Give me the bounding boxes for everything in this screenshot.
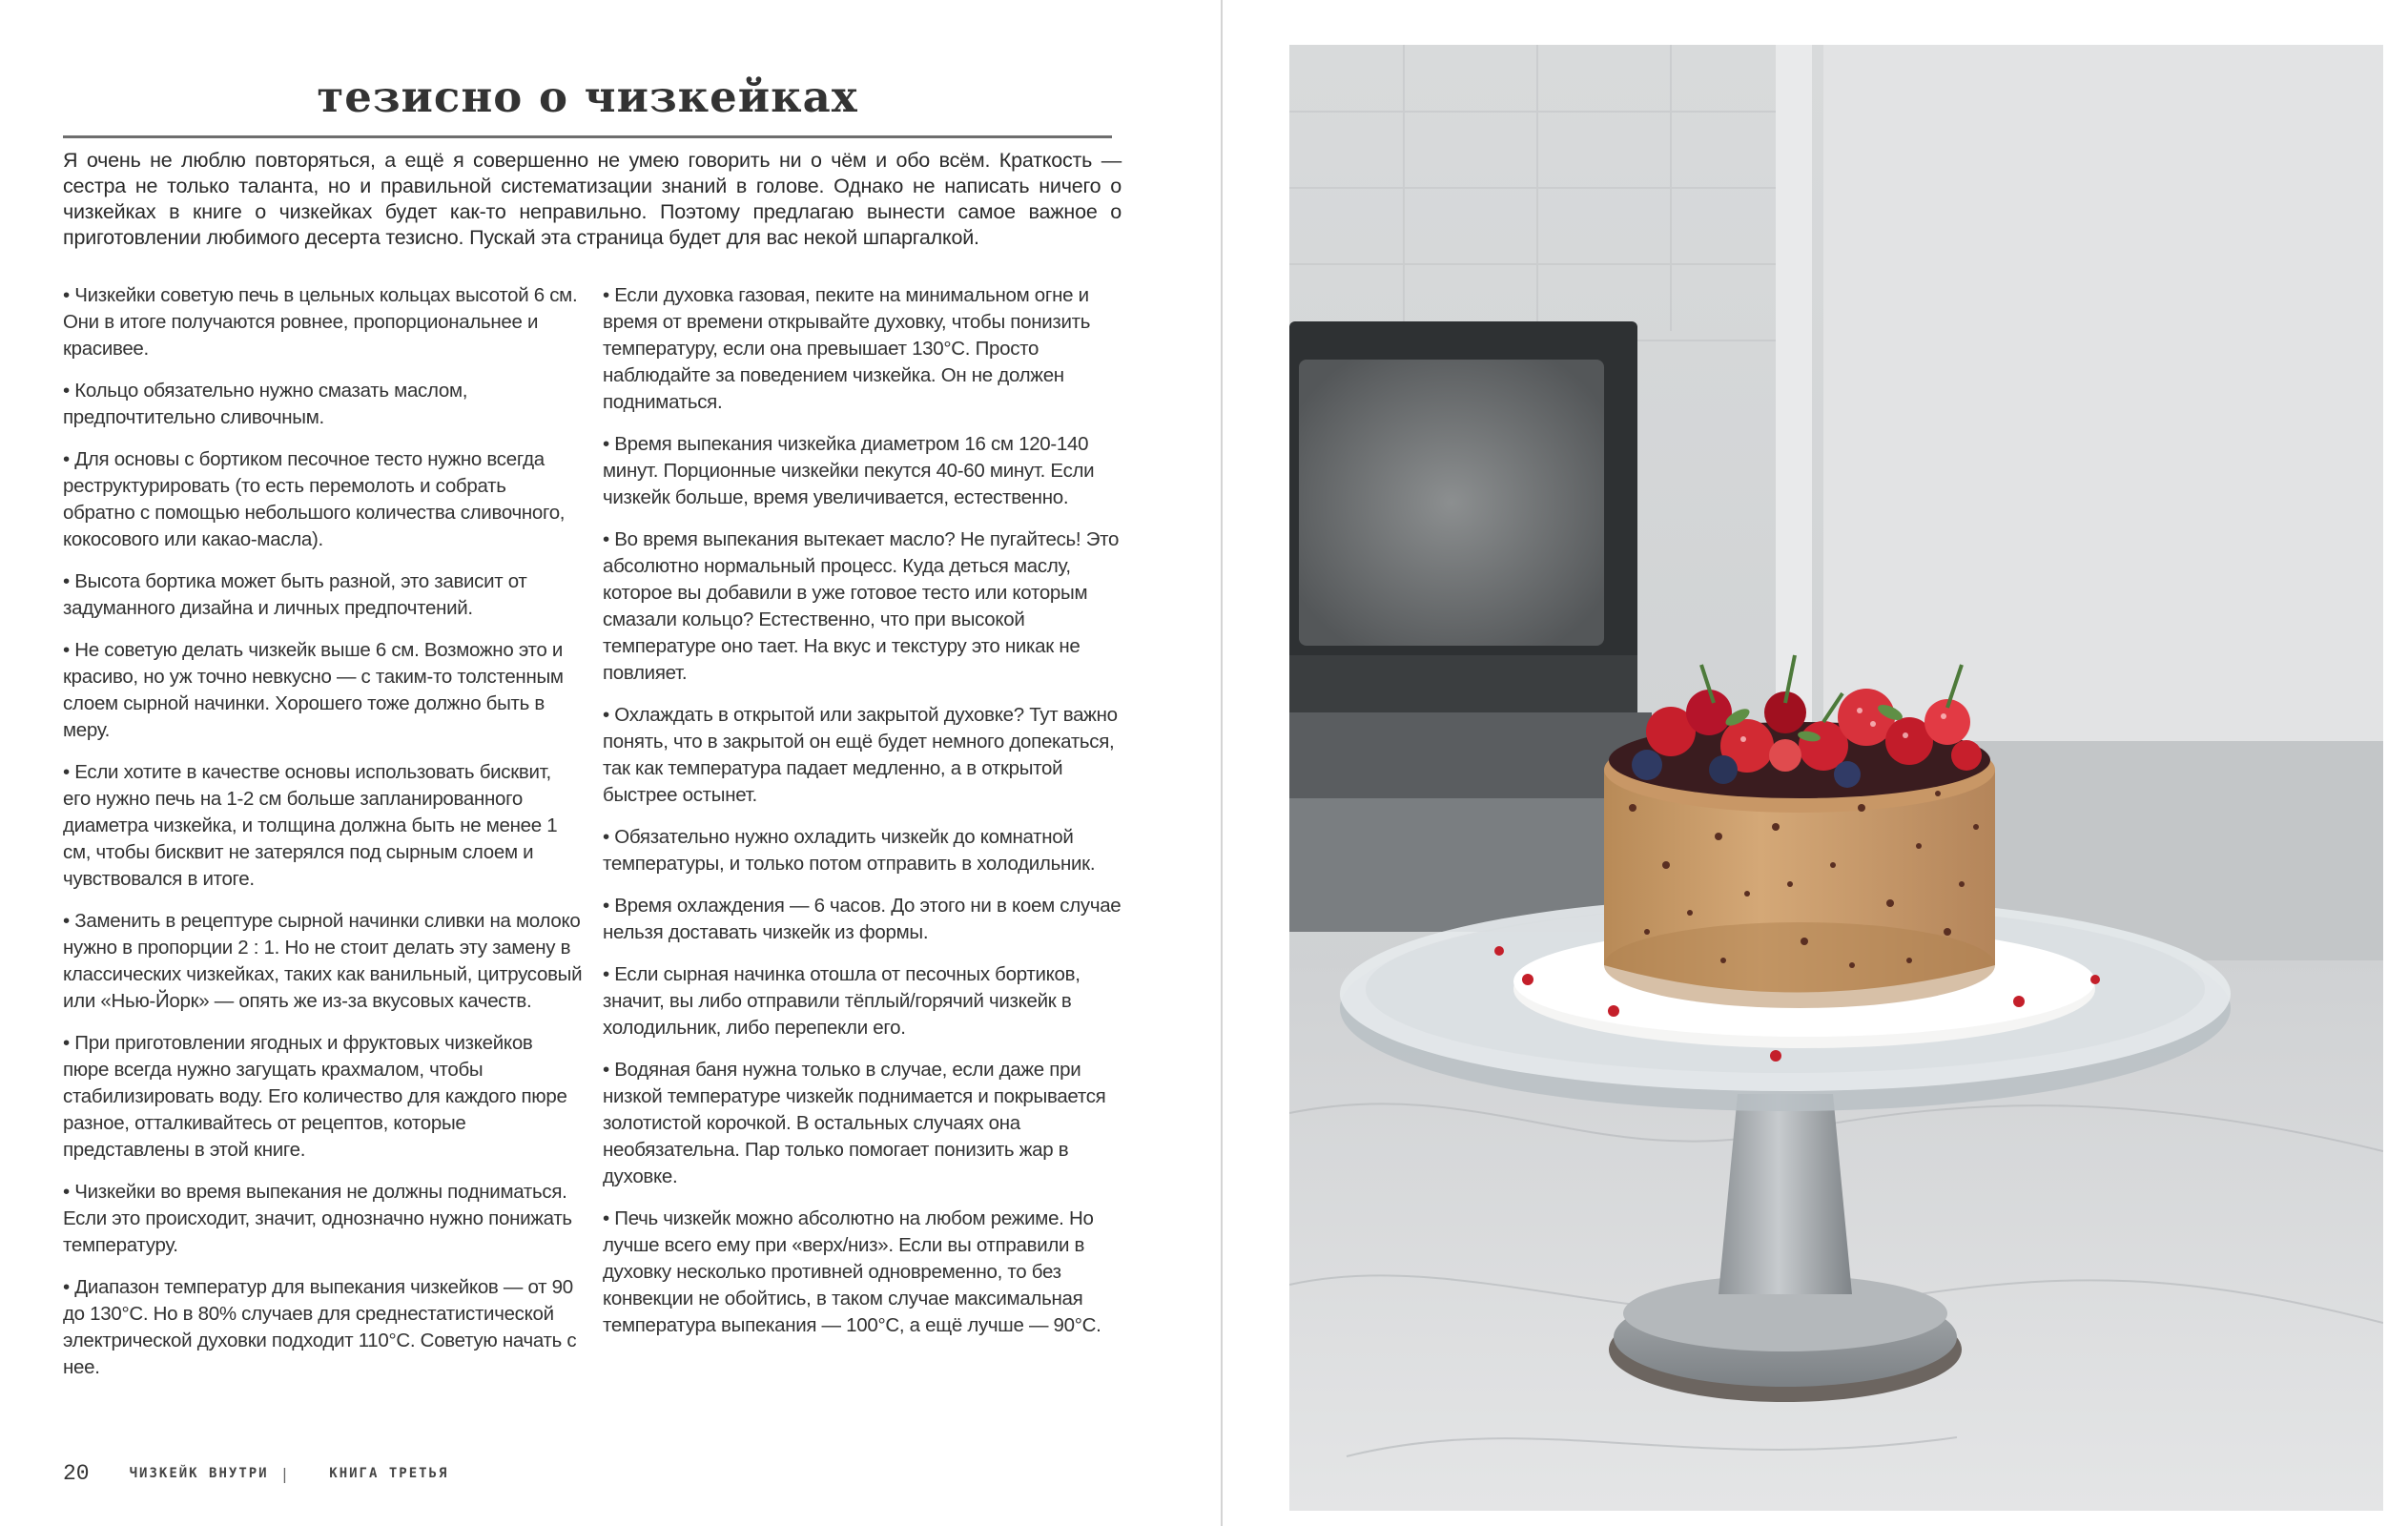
tip-item: • Если сырная начинка отошла от песочных бортиков, значит, вы либо отправили тёплый/горячий чизкейк в холодильник, либо перепекли его. [603, 963, 1081, 1039]
page-title: тезисно о чизкейках [317, 72, 858, 122]
tip-item: • Чизкейки советую печь в цельных кольцах высотой 6 см. Они в итоге получаются ровнее, пропорциональнее и красивее. [63, 284, 578, 360]
right-page [1223, 0, 2408, 1526]
folio-separator: | [279, 1464, 290, 1483]
tip-item: • Водяная баня нужна только в случае, если даже при низкой температуре чизкейк поднимается и покрывается золотистой корочкой. В остальных случаях она необязательна. Пар только помогает понизить жар в духовке. [603, 1059, 1106, 1187]
tip-item: • Время охлаждения — 6 часов. До этого ни в коем случае нельзя доставать чизкейк из формы. [603, 895, 1122, 943]
tip-item: • Если духовка газовая, пеките на минимальном огне и время от времени открывайте духовку, чтобы понизить температуру, если она превышает 130°С. Просто наблюдайте за поведением чизкейка. Он не должен подниматься. [603, 284, 1091, 413]
page-footer [63, 1459, 448, 1488]
tip-item: • Для основы с бортиком песочное тесто нужно всегда реструктурировать (то есть перемолоть и собрать обратно с помощью небольшого количества сливочного, кокосового или какао-масла). [63, 448, 566, 550]
tip-item: • Кольцо обязательно нужно смазать маслом, предпочтительно сливочным. [63, 380, 468, 428]
tip-item: • При приготовлении ягодных и фруктовых чизкейков пюре всегда нужно загущать крахмалом, чтобы стабилизировать воду. Его количество для каждого пюре разное, отталкивайтесь от рецептов, которые представлены в этой книге. [63, 1032, 567, 1161]
book-part: КНИГА ТРЕТЬЯ [329, 1466, 449, 1481]
tip-item: • Время выпекания чизкейка диаметром 16 см 120-140 минут. Порционные чизкейки пекутся 40-60 минут. Если чизкейк больше, время увеличивается, естественно. [603, 433, 1095, 508]
running-title: ЧИЗКЕЙК ВНУТРИ [129, 1466, 269, 1481]
cheesecake-photo [1289, 45, 2383, 1511]
tip-item: • Во время выпекания вытекает масло? Не пугайтесь! Это абсолютно нормальный процесс. Куда деться маслу, которое вы добавили в уже готовое тесто или которым смазали кольцо? Естественно, что при высокой температуре оно тает. На вкус и текстуру это никак не повлияет. [603, 528, 1120, 684]
tip-item: • Охлаждать в открытой или закрытой духовке? Тут важно понять, что в закрытой он ещё будет немного допекаться, так как температура падает медленно, а в открытой быстрее остынет. [603, 704, 1118, 806]
right-column [603, 282, 1122, 1354]
tip-item: • Обязательно нужно охладить чизкейк до комнатной температуры, и только потом отправить в холодильник. [603, 826, 1096, 875]
tip-item: • Не советую делать чизкейк выше 6 см. Возможно это и красиво, но уж точно невкусно — с таким-то толстенным слоем сырной начинки. Хорошего тоже должно быть в меру. [63, 639, 564, 741]
tip-item: • Высота бортика может быть разной, это зависит от задуманного дизайна и личных предпочтений. [63, 570, 527, 619]
tip-item: • Заменить в рецептуре сырной начинки сливки на молоко нужно в пропорции 2 : 1. Но не стоит делать эту замену в классических чизкейках, таких как ванильный, цитрусовый или «Нью-Йорк» — опять же из-за вкусовых качеств. [63, 910, 583, 1012]
tip-item: • Диапазон температур для выпекания чизкейков — от 90 до 130°С. Но в 80% случаев для среднестатистической электрической духовки подходит 110°С. Советую начать с нее. [63, 1276, 577, 1378]
tip-item: • Если хотите в качестве основы использовать бисквит, его нужно печь на 1-2 см больше запланированного диаметра чизкейка, и толщина должна быть не менее 1 см, чтобы бисквит не затерялся под сырным слоем и чувствовался в итоге. [63, 761, 558, 890]
tip-item: • Чизкейки во время выпекания не должны подниматься. Если это происходит, значит, однозначно нужно понижать температуру. [63, 1181, 572, 1256]
title-divider [63, 135, 1112, 138]
tip-item: • Печь чизкейк можно абсолютно на любом режиме. Но лучше всего ему при «верх/низ». Если вы отправили в духовку несколько противней одновременно, то без конвекции не обойтись, в таком случае максимальная температура выпекания — 100°С, а ещё лучше — 90°С. [603, 1207, 1101, 1336]
left-column [63, 282, 583, 1396]
intro-paragraph: Я очень не люблю повторяться, а ещё я совершенно не умею говорить ни о чём и обо всём. Краткость — сестра не только таланта, но и правильной систематизации знаний в голове. Однако не написать ничего о чизкейках в книге о чизкейках будет как-то неправильно. Поэтому предлагаю вынести самое важное о приготовлении любимого десерта тезисно. Пускай эта страница будет для вас некой шпаргалкой. [63, 149, 1122, 249]
page-number: 20 [63, 1461, 90, 1486]
